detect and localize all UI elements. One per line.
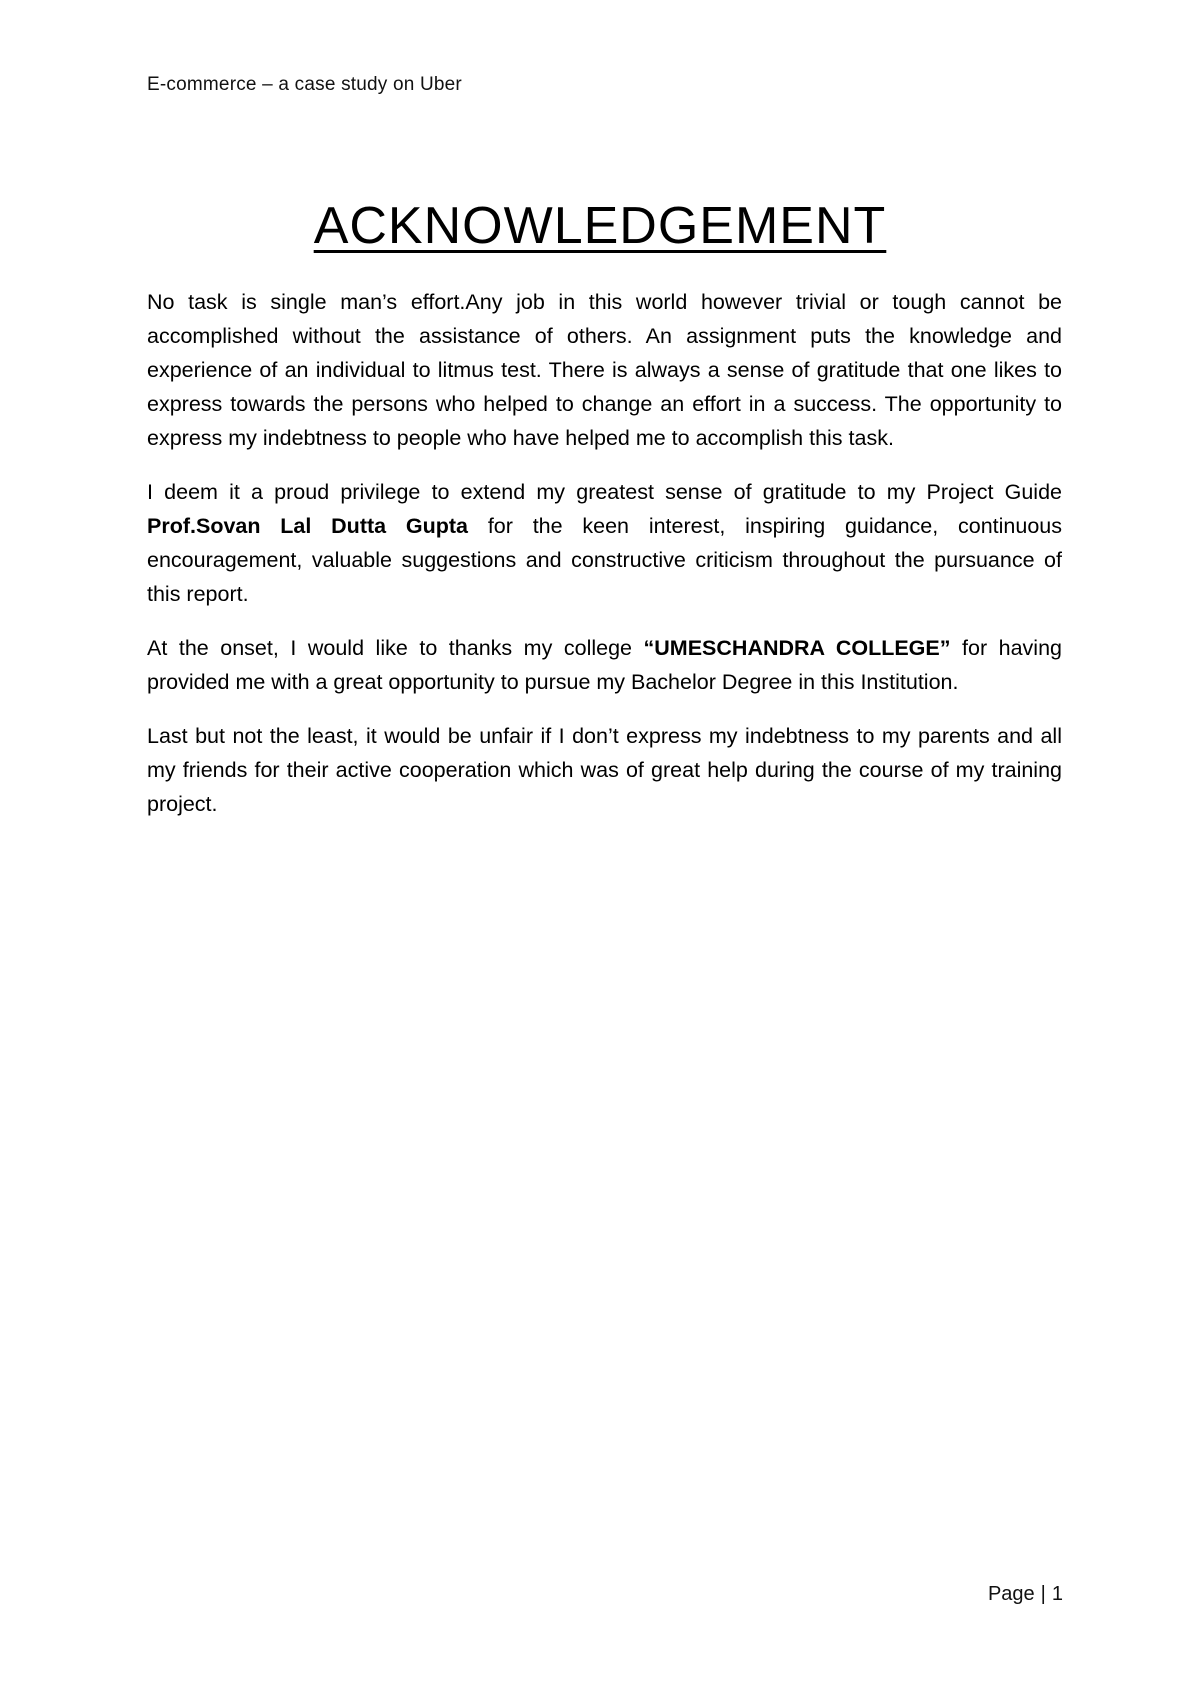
paragraph-2-text-end: for the keen interest, inspiring guidance, continuous encouragement, valuable suggestions and constructive criticism throughout the pursuance of this report. [147, 514, 1062, 606]
paragraph-3-text-end: for having provided me with a great opportunity to pursue my Bachelor Degree in this Institution. [147, 636, 1062, 694]
paragraph-2 [147, 475, 1062, 611]
page-footer [988, 1583, 1063, 1606]
paragraph-4: Last but not the least, it would be unfair if I don’t express my indebtness to my parents and all my friends for their active cooperation which was of great help during the course of my training project. [147, 724, 1062, 816]
college-name: “UMESCHANDRA COLLEGE” [643, 636, 951, 660]
page-header: E-commerce – a case study on Uber [147, 74, 462, 95]
project-guide-name: Prof.Sovan Lal Dutta Gupta [147, 514, 469, 538]
page-title: ACKNOWLEDGEMENT [313, 197, 887, 255]
acknowledgement-body [147, 285, 1062, 841]
page-label: Page [987, 1583, 1035, 1605]
paragraph-1: No task is single man’s effort.Any job in this world however trivial or tough cannot be accomplished without the assistance of others. An assignment puts the knowledge and experience of an individual to litmus test. There is always a sense of gratitude that one likes to express towards the persons who helped to change an effort in a success. The opportunity to express my indebtness to people who have helped me to accomplish this task. [147, 290, 1062, 450]
paragraph-3-text-start: At the onset, I would like to thanks my college [147, 636, 644, 660]
page-number: 1 [1051, 1583, 1063, 1605]
paragraph-3 [147, 631, 1062, 699]
paragraph-2-text-start: I deem it a proud privilege to extend my greatest sense of gratitude to my Project Guide [147, 480, 1062, 504]
page-separator: | [1040, 1583, 1046, 1605]
